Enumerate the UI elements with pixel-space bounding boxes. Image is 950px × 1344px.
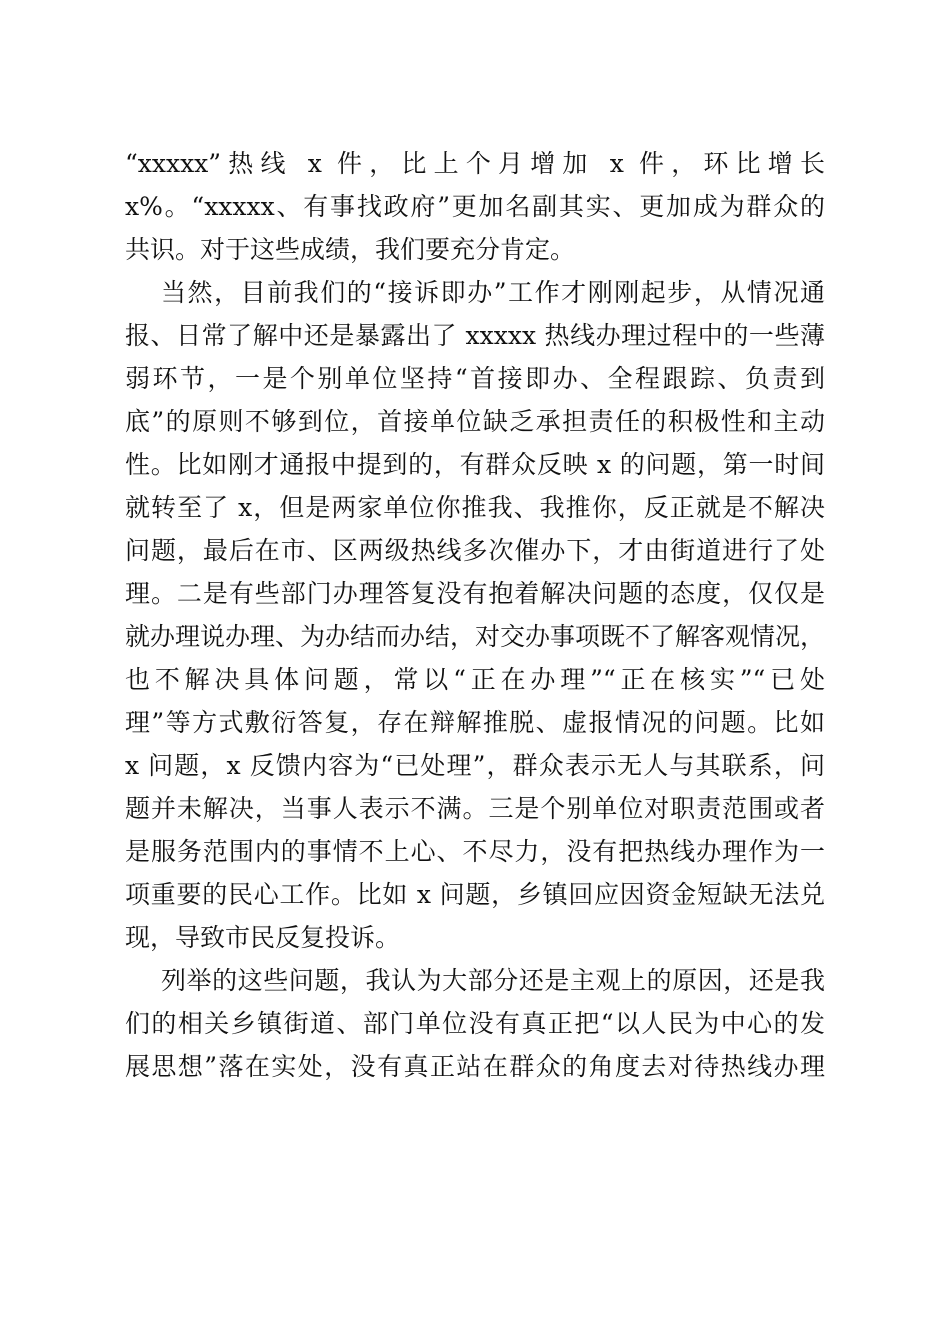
- paragraph-line: 当然，目前我们的“接诉即办”工作才刚刚起步，从情况通: [161, 278, 825, 307]
- paragraph-line: 弱环节，一是个别单位坚持“首接即办、全程跟踪、负责到: [125, 364, 825, 393]
- paragraph-line: 列举的这些问题，我认为大部分还是主观上的原因，还是我: [161, 966, 825, 995]
- paragraph-line: 共识。对于这些成绩，我们要充分肯定。: [125, 235, 576, 264]
- document-body: [125, 142, 825, 1088]
- paragraph-line: 底”的原则不够到位，首接单位缺乏承担责任的积极性和主动: [125, 407, 825, 436]
- paragraph-line: “xxxxx”热线 x 件，比上个月增加 x 件，环比增长: [125, 149, 825, 178]
- paragraph-line: 性。比如刚才通报中提到的，有群众反映 x 的问题，第一时间: [125, 450, 825, 479]
- paragraph-line: 理。二是有些部门办理答复没有抱着解决问题的态度，仅仅是: [125, 579, 825, 608]
- paragraph-3: [125, 959, 825, 1088]
- paragraph-line: x 问题，x 反馈内容为“已处理”，群众表示无人与其联系，问: [125, 751, 825, 780]
- paragraph-line: 题并未解决，当事人表示不满。三是个别单位对职责范围或者: [125, 794, 825, 823]
- paragraph-line: 就办理说办理、为办结而办结，对交办事项既不了解客观情况，: [125, 622, 825, 651]
- paragraph-line: 是服务范围内的事情不上心、不尽力，没有把热线办理作为一: [125, 837, 825, 866]
- paragraph-line: 展思想”落在实处，没有真正站在群众的角度去对待热线办理: [125, 1052, 825, 1081]
- paragraph-line: 也不解决具体问题，常以“正在办理”“正在核实”“已处: [125, 665, 825, 694]
- paragraph-line: 现，导致市民反复投诉。: [125, 923, 401, 952]
- paragraph-1: [125, 142, 825, 271]
- paragraph-line: 们的相关乡镇街道、部门单位没有真正把“以人民为中心的发: [125, 1009, 825, 1038]
- paragraph-line: 报、日常了解中还是暴露出了 xxxxx 热线办理过程中的一些薄: [125, 321, 825, 350]
- paragraph-line: 就转至了 x，但是两家单位你推我、我推你，反正就是不解决: [125, 493, 825, 522]
- paragraph-line: 项重要的民心工作。比如 x 问题，乡镇回应因资金短缺无法兑: [125, 880, 825, 909]
- paragraph-2: [125, 271, 825, 959]
- paragraph-line: x%。“xxxxx、有事找政府”更加名副其实、更加成为群众的: [125, 192, 825, 221]
- paragraph-line: 问题，最后在市、区两级热线多次催办下，才由街道进行了处: [125, 536, 825, 565]
- paragraph-line: 理”等方式敷衍答复，存在辩解推脱、虚报情况的问题。比如: [125, 708, 825, 737]
